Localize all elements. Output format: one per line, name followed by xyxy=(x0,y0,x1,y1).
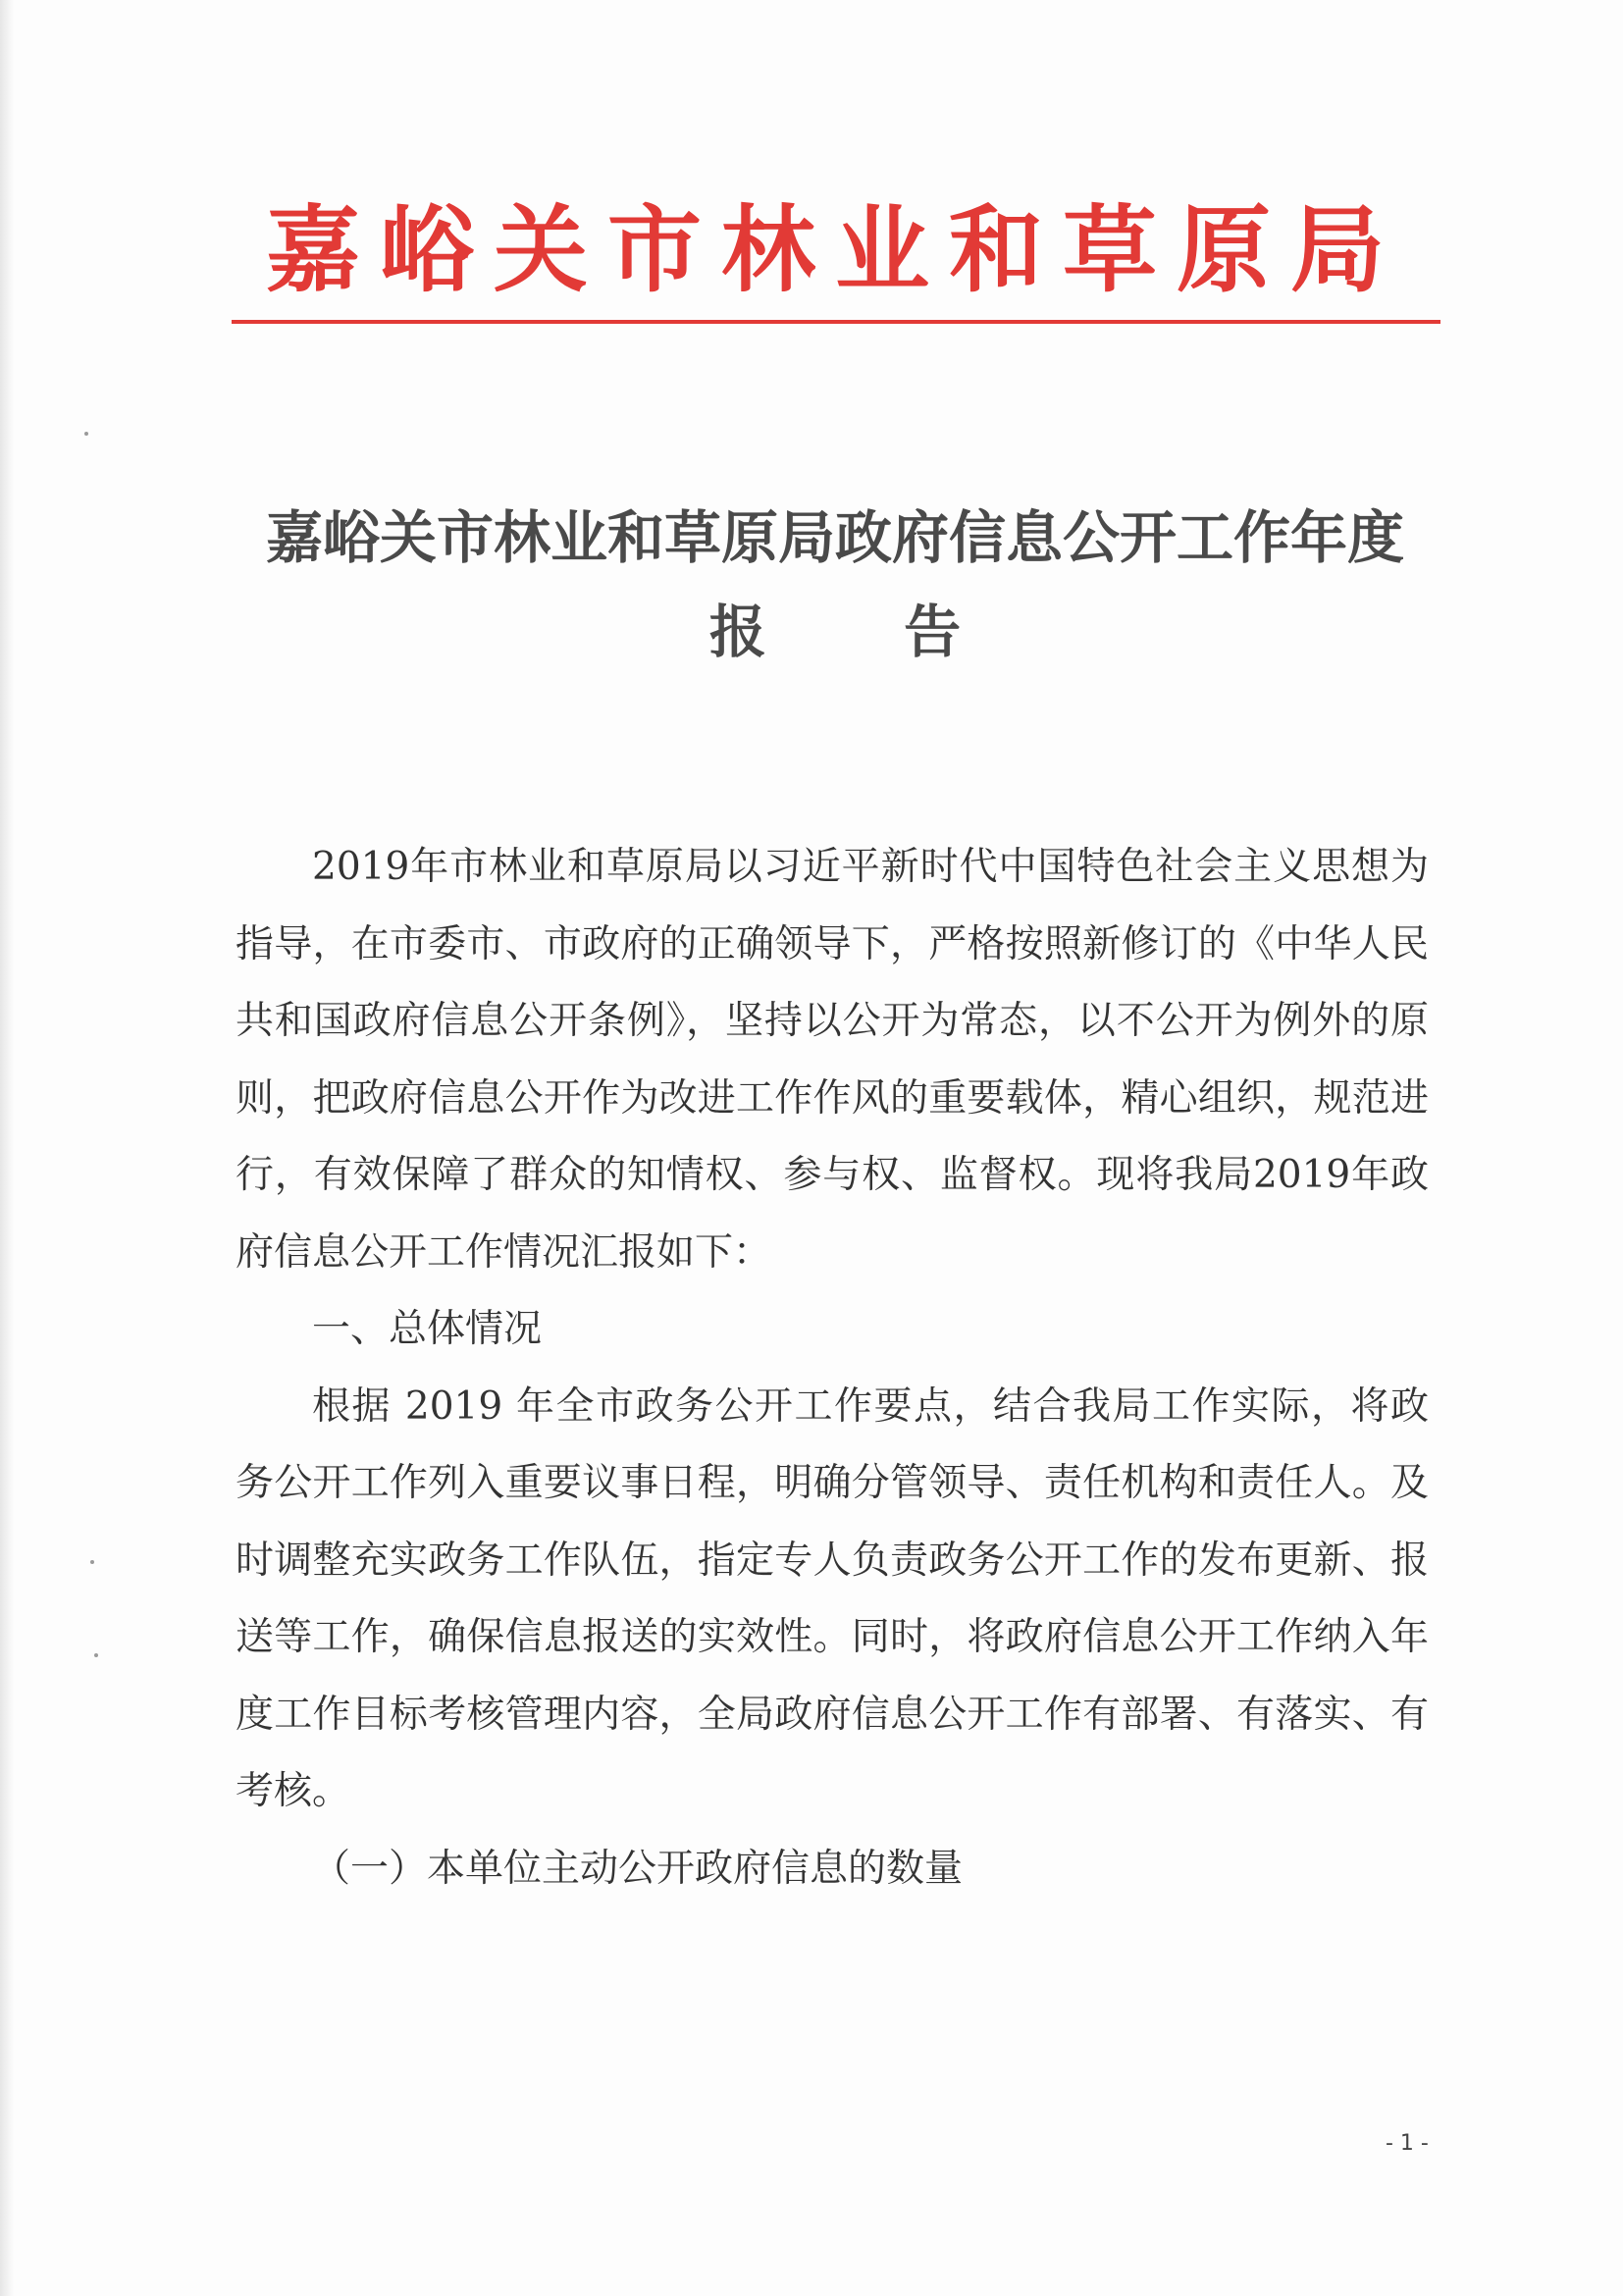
subsection-heading-active-disclosure: （一）本单位主动公开政府信息的数量 xyxy=(312,1846,964,1891)
letterhead-red-rule xyxy=(232,320,1440,324)
report-title xyxy=(232,491,1439,679)
page-number: - 1 - xyxy=(1386,2131,1429,2156)
overview-paragraph: 根据 2019 年全市政务公开工作要点，结合我局工作实际，将政务公开工作列入重要议事日程，明确分管领导、责任机构和责任人。及时调整充实政务工作队伍，指定专人负责政务公开工作的发布更新、报送等工作，确保信息报送的实效性。同时，将政府信息公开工作纳入年度工作目标考核管理内容，全局政府信息公开工作有部署、有落实、有考核。 xyxy=(236,1383,1429,1813)
scan-edge-shadow xyxy=(0,0,14,2296)
scan-speck xyxy=(84,432,88,436)
scan-speck xyxy=(94,1653,98,1657)
letterhead-org-name: 嘉峪关市林业和草原局 xyxy=(266,194,1404,305)
intro-paragraph: 2019年市林业和草原局以习近平新时代中国特色社会主义思想为指导，在市委市、市政府的正确领导下，严格按照新修订的《中华人民共和国政府信息公开条例》，坚持以公开为常态，以不公开为例外的原则，把政府信息公开作为改进工作作风的重要载体，精心组织，规范进行，有效保障了群众的知情权、参与权、监督权。现将我局2019年政府信息公开工作情况汇报如下： xyxy=(236,845,1429,1275)
report-title-line1: 嘉峪关市林业和草原局政府信息公开工作年度 xyxy=(265,504,1404,571)
report-body xyxy=(236,829,1429,1907)
scan-speck xyxy=(90,1560,94,1564)
section-heading-overview: 一、总体情况 xyxy=(312,1307,543,1351)
report-title-line2: 报 告 xyxy=(708,599,1021,665)
